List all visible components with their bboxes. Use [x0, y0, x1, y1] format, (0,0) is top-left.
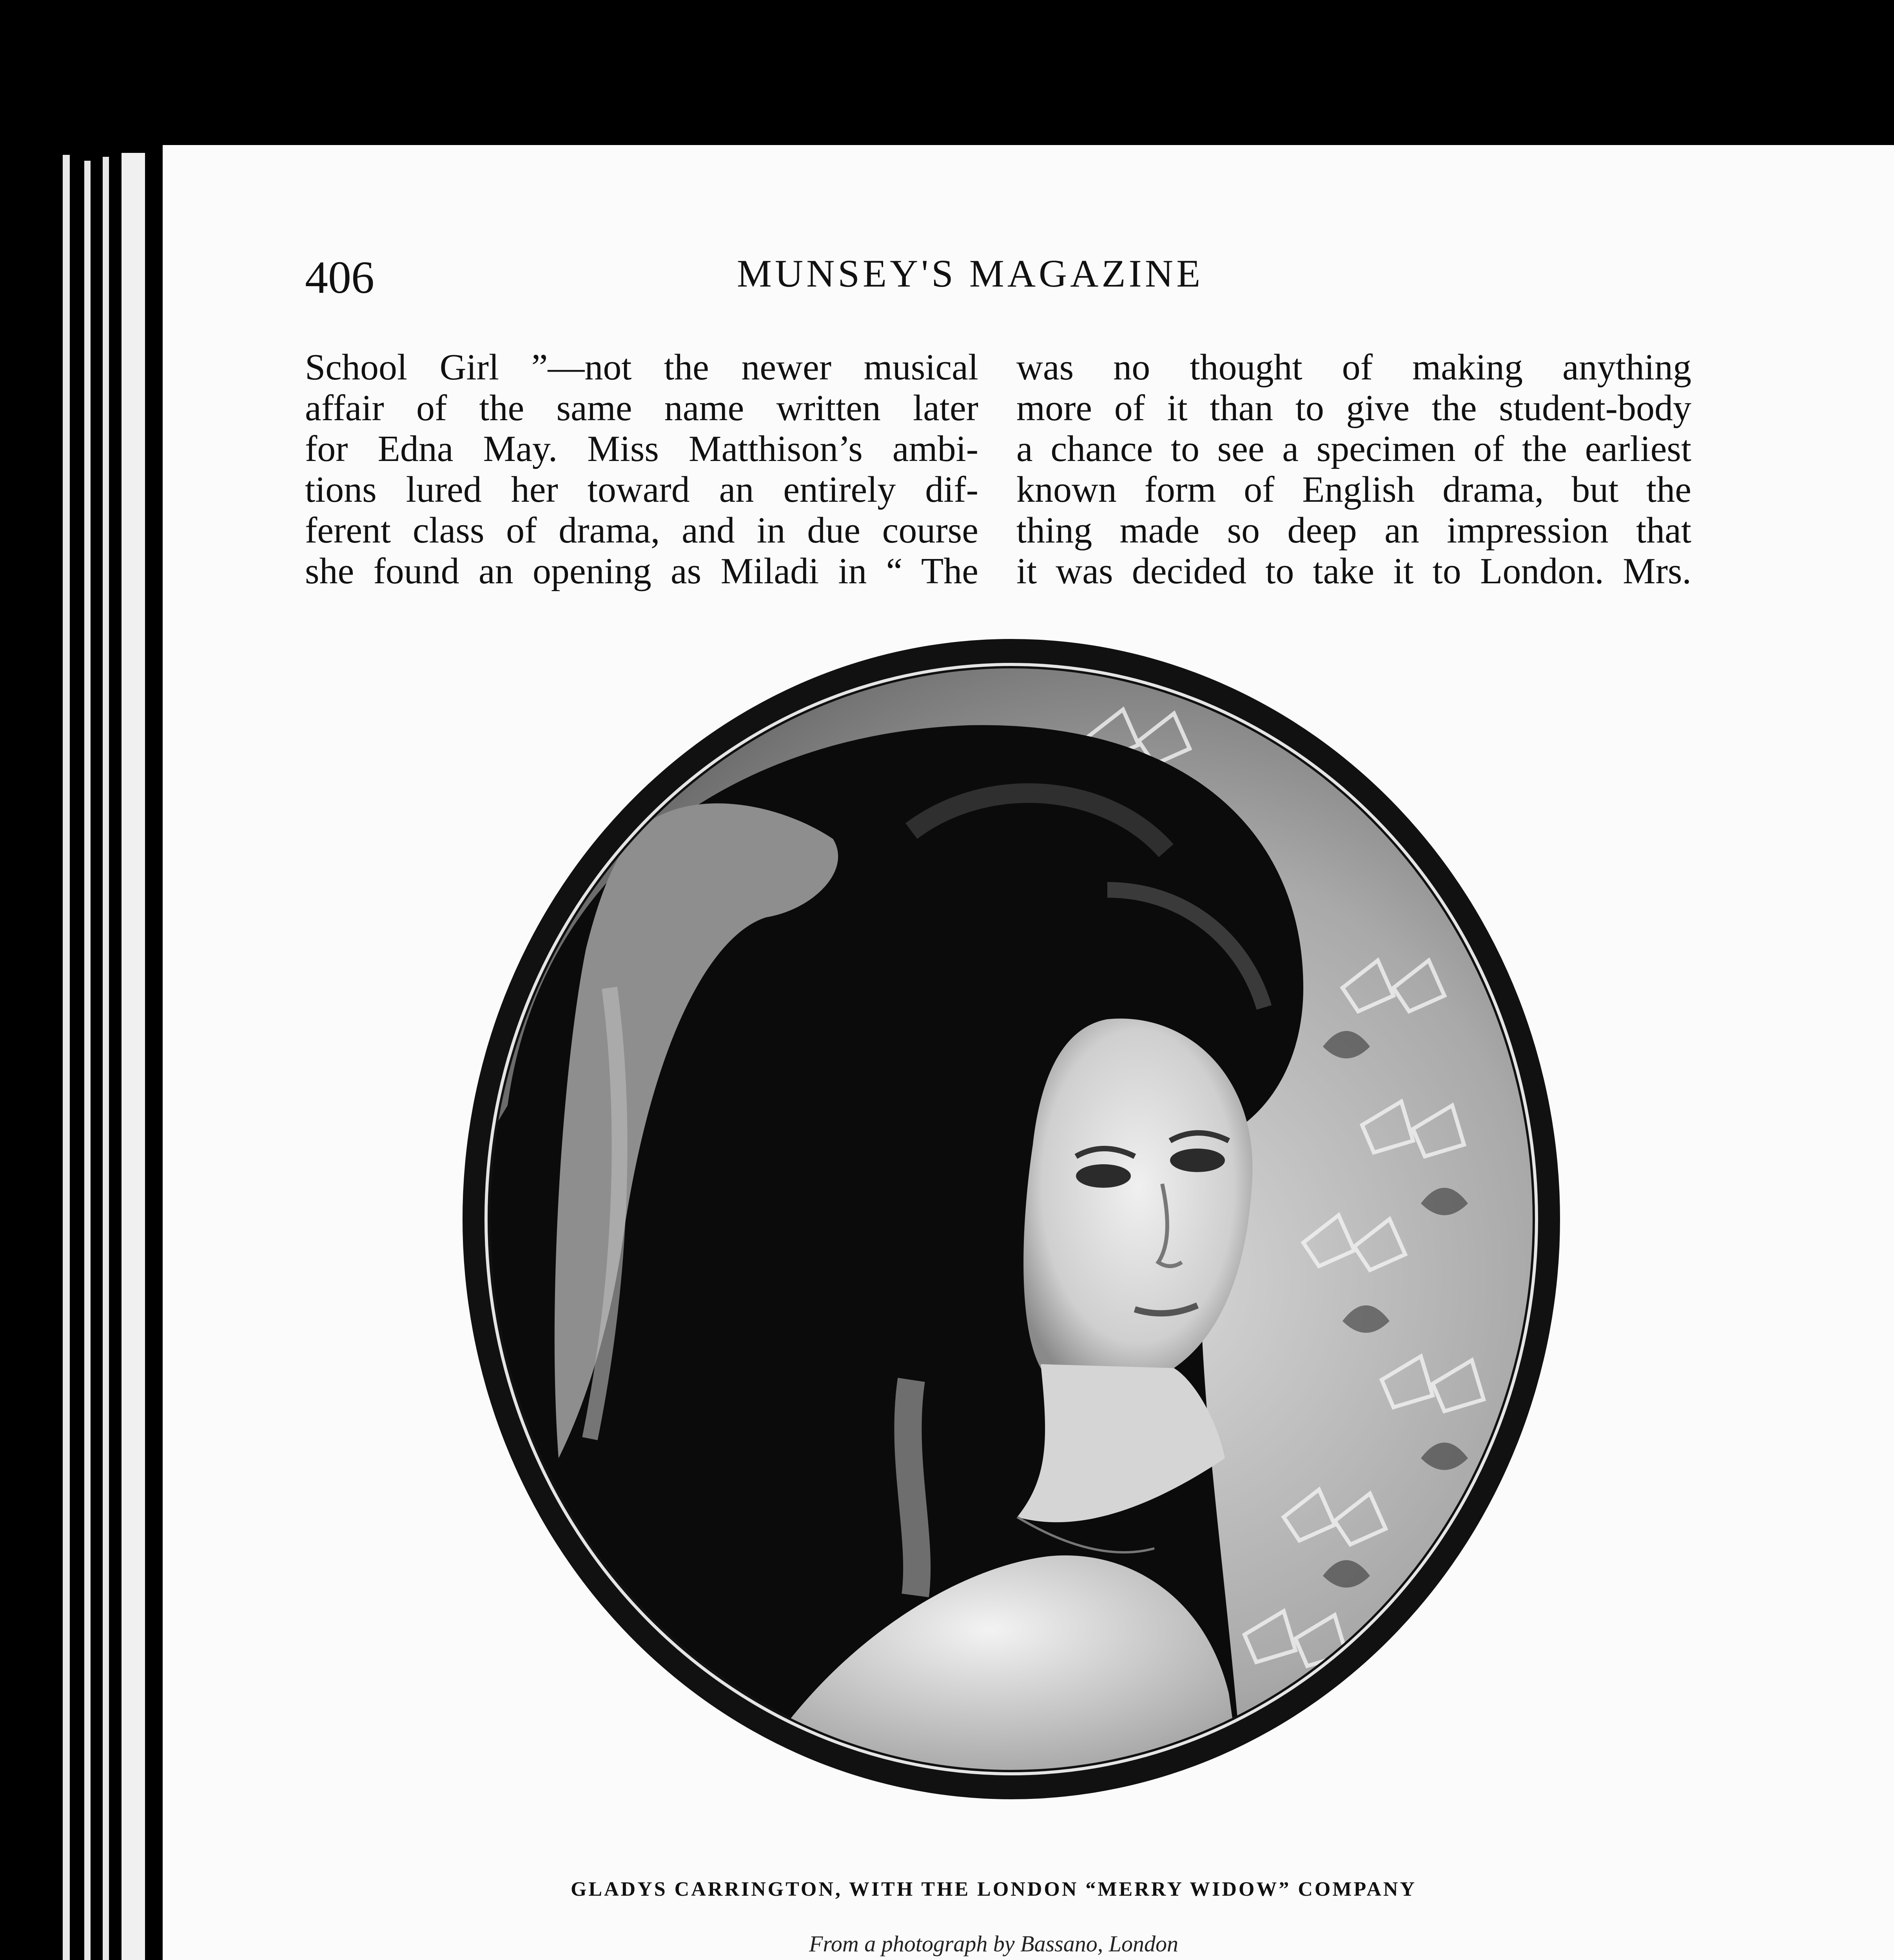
text-line: known form of English drama, but the — [1016, 469, 1691, 510]
text-line: it was decided to take it to London. Mrs. — [1016, 551, 1691, 592]
photo-credit: From a photograph by Bassano, London — [809, 1931, 1178, 1956]
text-line: tions lured her toward an entirely dif- — [305, 469, 978, 510]
portrait-figure — [461, 635, 1562, 1803]
text-line: affair of the same name written later — [305, 388, 978, 428]
page-stack-edge — [63, 155, 70, 1960]
text-line: School Girl ”—not the newer musical — [305, 347, 978, 388]
text-line: she found an opening as Miladi in “ The — [305, 551, 978, 592]
page-number: 406 — [305, 252, 374, 303]
figure-caption: GLADYS CARRINGTON, WITH THE LONDON “MERRY WIDOW” COMPANY — [570, 1878, 1417, 1900]
column-top-left — [305, 347, 978, 592]
text-line: more of it than to give the student-body — [1016, 388, 1691, 428]
magazine-title: MUNSEY'S MAGAZINE — [737, 252, 1204, 295]
text-line: was no thought of making anything — [1016, 347, 1691, 388]
text-line: a chance to see a specimen of the earliest — [1016, 428, 1691, 469]
text-line: ferent class of drama, and in due course — [305, 510, 978, 551]
text-line: thing made so deep an impression that — [1016, 510, 1691, 551]
column-top-right — [1016, 347, 1691, 592]
text-line: for Edna May. Miss Matthison’s ambi- — [305, 428, 978, 469]
page-stack-edge — [103, 157, 109, 1960]
page-stack-edge — [122, 153, 145, 1960]
page-stack-edge — [84, 161, 91, 1960]
portrait-photo-icon — [461, 635, 1562, 1803]
